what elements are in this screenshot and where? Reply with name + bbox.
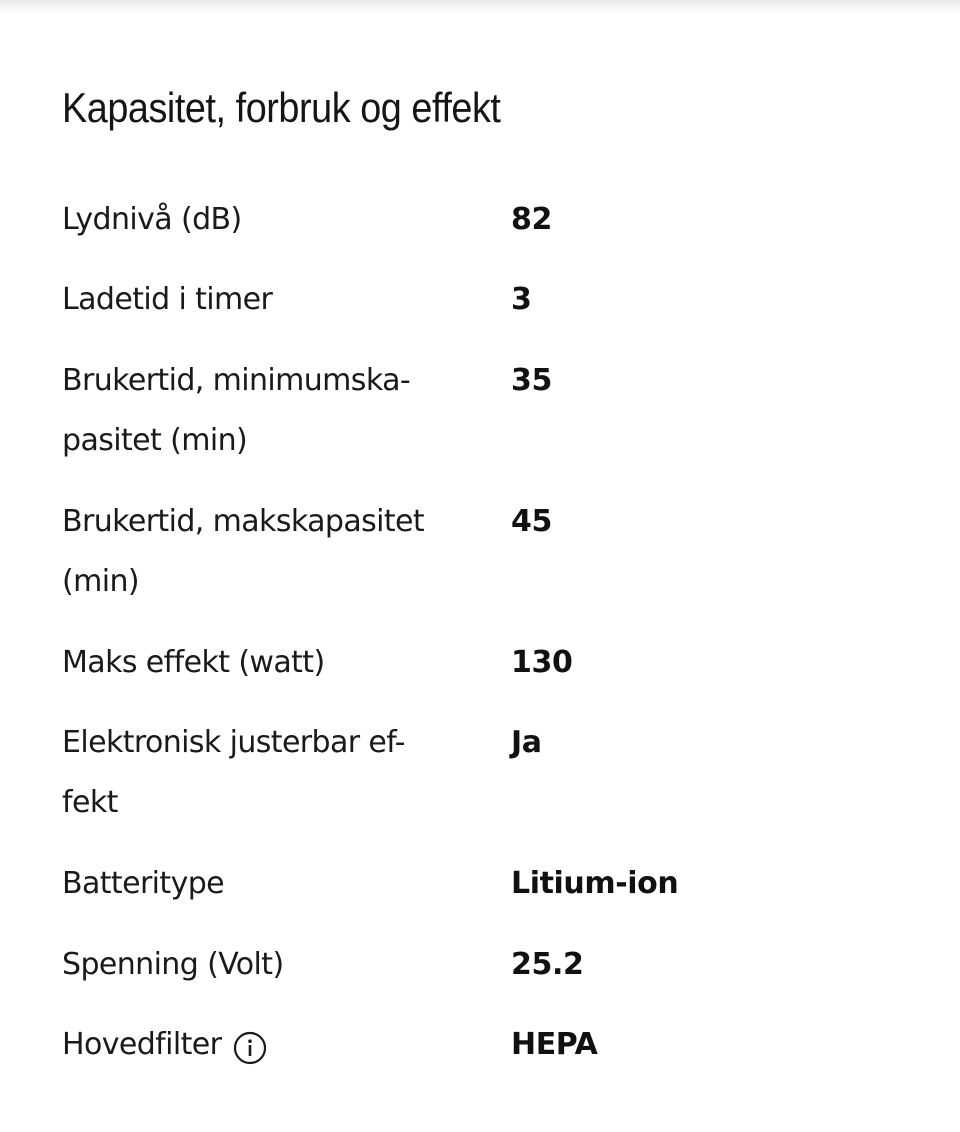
spec-value: 82 (511, 202, 552, 237)
spec-value: 3 (511, 282, 532, 317)
spec-label: Spenning (Volt) (62, 947, 284, 982)
spec-value: Litium-ion (511, 866, 679, 901)
spec-value: 25.2 (511, 947, 584, 982)
spec-label (62, 1015, 482, 1075)
spec-value: 130 (511, 645, 573, 680)
spec-value: HEPA (511, 1027, 598, 1062)
spec-value: Ja (511, 725, 542, 760)
spec-label: Ladetid i timer (62, 282, 273, 317)
spec-label: Elektronisk justerbar ef- fekt (62, 725, 405, 820)
spec-label: Brukertid, minimumska- pasitet (min) (62, 363, 411, 458)
info-icon[interactable] (233, 1026, 267, 1060)
spec-label: Brukertid, makskapasitet (min) (62, 504, 425, 599)
spec-value: 35 (511, 363, 552, 398)
spec-value: 45 (511, 504, 552, 539)
section-title: Kapasitet, forbruk og effekt (62, 84, 501, 131)
spec-label: Maks effekt (watt) (62, 645, 325, 680)
spec-label-text: Hovedfilter (62, 1027, 222, 1062)
spec-label: Batteritype (62, 866, 225, 901)
spec-label: Lydnivå (dB) (62, 202, 242, 237)
top-shadow (0, 0, 960, 14)
